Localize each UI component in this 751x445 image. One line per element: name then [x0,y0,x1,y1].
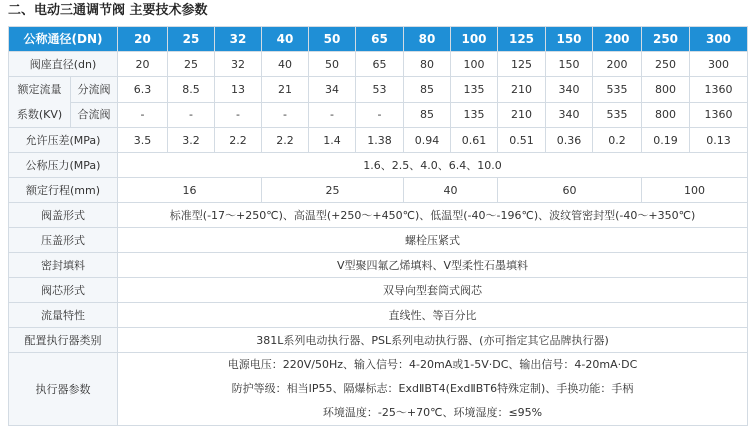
table-cell: 0.61 [451,128,498,153]
flow-group-label-line: 额定流量 [17,83,62,96]
actuator-params-cell [118,353,748,426]
spec-table [8,26,748,426]
row-label: 分流阀 [71,77,118,103]
header-cell: 25 [168,27,215,52]
table-cell: 双导向型套筒式阀芯 [118,278,748,303]
table-cell: 0.13 [690,128,748,153]
row-label: 公称压力(MPa) [9,153,118,178]
header-cell: 32 [215,27,262,52]
row-label: 压盖形式 [9,228,118,253]
table-cell: 32 [215,52,262,77]
table-cell: 250 [642,52,690,77]
table-row [9,77,748,103]
table-cell: 535 [593,102,642,128]
table-cell: 1.4 [309,128,356,153]
table-cell: 2.2 [215,128,262,153]
table-cell: - [118,102,168,128]
table-cell: 340 [546,77,593,103]
actuator-param-line: 环境温度：-25～+70℃、环境湿度：≤95% [322,406,543,419]
table-cell: 150 [546,52,593,77]
header-cell: 100 [451,27,498,52]
header-cell: 20 [118,27,168,52]
table-row [9,102,748,128]
header-cell: 80 [404,27,451,52]
table-cell: - [262,102,309,128]
table-header-row [9,27,748,52]
table-cell: 65 [356,52,404,77]
table-cell: 210 [498,102,546,128]
header-cell: 40 [262,27,309,52]
section-title: 二、电动三通调节阀 主要技术参数 [8,3,208,18]
table-cell: 50 [309,52,356,77]
table-cell: 535 [593,77,642,103]
table-cell: 直线性、等百分比 [118,303,748,328]
table-cell: 80 [404,52,451,77]
table-cell: 16 [118,178,262,203]
row-label: 密封填料 [9,253,118,278]
row-label: 配置执行器类别 [9,328,118,353]
table-row [9,178,748,203]
header-cell: 65 [356,27,404,52]
actuator-param-line: 电源电压：220V/50Hz、输入信号：4-20mA或1-5V·DC、输出信号：4-20mA·DC [227,358,638,371]
table-cell: - [168,102,215,128]
actuator-param-line: 防护等级：相当IP55、隔爆标志：ExdⅡBT4(ExdⅡBT6特殊定制)、手换功能：手柄 [231,382,634,395]
table-cell: 53 [356,77,404,103]
table-cell: 100 [451,52,498,77]
table-row [9,353,748,426]
row-label: 阀座直径(dn) [9,52,118,77]
header-cell: 150 [546,27,593,52]
table-cell: 1360 [690,77,748,103]
row-label: 额定行程(mm) [9,178,118,203]
table-cell: 40 [262,52,309,77]
table-row [9,253,748,278]
table-cell: 3.5 [118,128,168,153]
header-cell: 300 [690,27,748,52]
table-cell: 381L系列电动执行器、PSL系列电动执行器、(亦可指定其它品牌执行器) [118,328,748,353]
table-cell: 125 [498,52,546,77]
row-label: 合流阀 [71,102,118,128]
table-cell: 2.2 [262,128,309,153]
table-cell: 3.2 [168,128,215,153]
table-cell: 300 [690,52,748,77]
table-cell: 40 [404,178,498,203]
table-cell: 60 [498,178,642,203]
table-row [9,153,748,178]
row-label: 阀盖形式 [9,203,118,228]
flow-group-label-line: 系数(KV) [16,108,63,121]
table-row [9,128,748,153]
table-row [9,278,748,303]
row-label: 流量特性 [9,303,118,328]
flow-group-label [9,77,71,128]
table-row [9,328,748,353]
table-cell: 标准型(-17～+250℃)、高温型(+250～+450℃)、低温型(-40～-196℃)、波纹管密封型(-40～+350℃) [118,203,748,228]
table-cell: 6.3 [118,77,168,103]
row-label: 执行器参数 [9,353,118,426]
table-cell: 0.51 [498,128,546,153]
table-row [9,203,748,228]
table-cell: 21 [262,77,309,103]
table-cell: - [309,102,356,128]
table-cell: 85 [404,102,451,128]
table-cell: 800 [642,102,690,128]
table-cell: V型聚四氟乙烯填料、V型柔性石墨填料 [118,253,748,278]
table-row [9,303,748,328]
header-cell: 200 [593,27,642,52]
table-cell: 13 [215,77,262,103]
table-cell: 螺栓压紧式 [118,228,748,253]
table-cell: 340 [546,102,593,128]
table-cell: 210 [498,77,546,103]
table-cell: 85 [404,77,451,103]
table-cell: 100 [642,178,748,203]
table-cell: 20 [118,52,168,77]
table-cell: 135 [451,77,498,103]
table-cell: 1.38 [356,128,404,153]
table-cell: 135 [451,102,498,128]
header-cell: 50 [309,27,356,52]
table-cell: - [215,102,262,128]
table-row [9,52,748,77]
header-cell: 250 [642,27,690,52]
row-label: 阀芯形式 [9,278,118,303]
table-row [9,228,748,253]
table-cell: 1360 [690,102,748,128]
row-label: 允许压差(MPa) [9,128,118,153]
table-cell: - [356,102,404,128]
table-cell: 8.5 [168,77,215,103]
table-cell: 0.19 [642,128,690,153]
row-label: 公称通径(DN) [9,27,118,52]
table-cell: 200 [593,52,642,77]
table-cell: 0.36 [546,128,593,153]
table-cell: 0.94 [404,128,451,153]
table-cell: 1.6、2.5、4.0、6.4、10.0 [118,153,748,178]
table-cell: 25 [168,52,215,77]
header-cell: 125 [498,27,546,52]
table-cell: 800 [642,77,690,103]
table-cell: 25 [262,178,404,203]
table-cell: 0.2 [593,128,642,153]
table-cell: 34 [309,77,356,103]
